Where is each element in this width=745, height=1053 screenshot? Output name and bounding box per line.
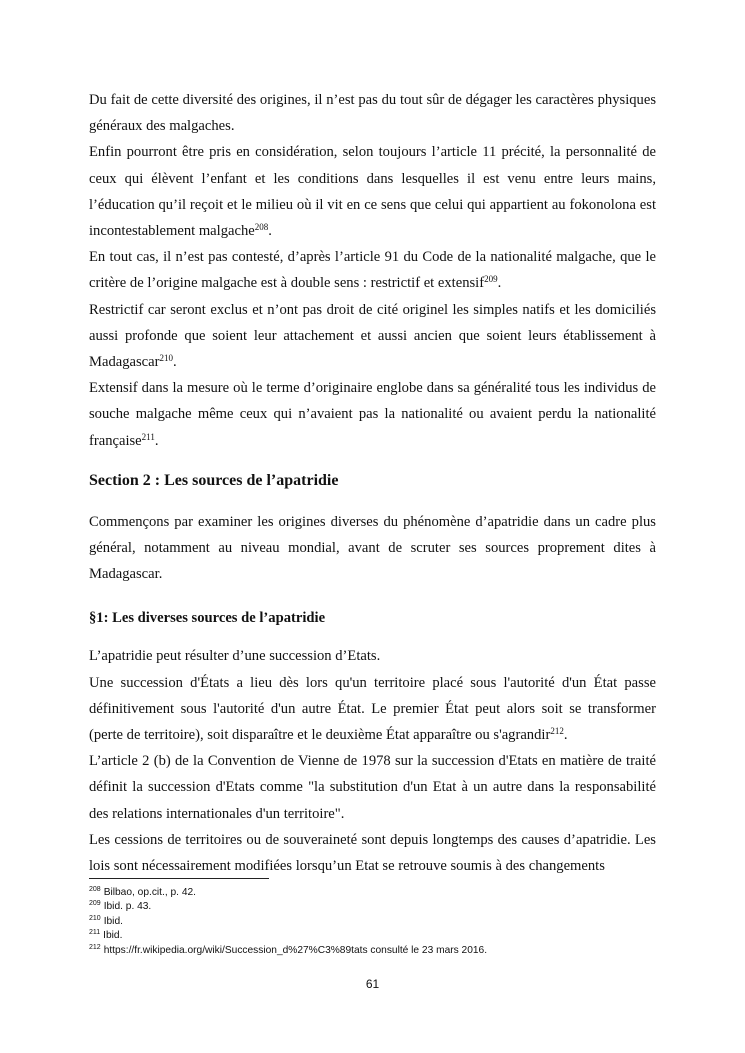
footnote-item [89,900,659,914]
footnote-item [89,886,659,900]
paragraph-cessions: Les cessions de territoires ou de souveraineté sont depuis longtemps des causes d’apatridie. Les lois sont nécessairement modifiées lorsqu’un Etat se retrouve soumis à des changements [89,831,656,875]
footnote-number: 212 [89,943,101,951]
paragraph-article-11 [89,139,656,244]
paragraph-tail: . [154,432,159,449]
footnotes [89,886,659,958]
page-number: 61 [365,977,380,991]
footnote-link[interactable]: https://fr.wikipedia.org/wiki/Succession_d%27%C3%89tats consulté le 23 mars 2016. [103,944,488,956]
paragraph-text: Restrictif car seront exclus et n’ont pas droit de cité originel les simples natifs et les domiciliés aussi profonde que soient leur attachement et aussi ancien que soient leurs établissement à Madagascar [89,301,656,371]
paragraph-succession-definition [89,670,656,749]
footnote-number: 208 [89,886,101,893]
footnote-item [89,915,659,929]
footnote-ref[interactable]: 212 [550,726,564,737]
paragraph-tail: . [563,727,568,744]
footnote-text: Ibid. [103,930,123,942]
footnote-text: Ibid. [103,915,123,927]
paragraph-restrictif [89,297,656,376]
paragraph-article-91 [89,244,656,296]
footnote-ref[interactable]: 211 [141,431,155,442]
footnote-ref[interactable]: 209 [484,274,498,285]
footnote-number: 211 [89,929,101,937]
subsection-title: §1: Les diverses sources de l’apatridie [89,610,326,627]
footnote-number: 209 [89,900,101,908]
paragraph-text: Enfin pourront être pris en considération, selon toujours l’article 11 précité, la personnalité de ceux qui élèvent l’enfant et les conditions dans lesquelles il est venu entre leurs mains, l’éducation qu’il reçoit et le milieu où il vit en ce sens que celui qui appartient au fokonolona est incontestablement malgache [89,144,656,240]
paragraph-apatridie-succession: L’apatridie peut résulter d’une succession d’Etats. [89,648,381,665]
paragraph-tail: . [268,223,272,240]
footnote-ref[interactable]: 208 [254,222,269,233]
paragraph-tail: . [173,354,177,371]
paragraph-commencons: Commençons par examiner les origines diverses du phénomène d’apatridie dans un cadre plus général, notamment au niveau mondial, avant de scruter ses sources proprement dites à Madagascar. [89,513,656,583]
section-title: Section 2 : Les sources de l’apatridie [89,471,339,489]
paragraph-convention-vienne: L’article 2 (b) de la Convention de Vienne de 1978 sur la succession d'Etats en matière de traité définit la succession d'Etats comme "la substitution d'un Etat à un autre dans la responsabilité des relations internationales d'un territoire". [89,753,656,822]
page-body [89,87,656,879]
footnote-text: Bilbao, op.cit., p. 42. [103,887,196,898]
paragraph-text: Une succession d'États a lieu dès lors qu'un territoire placé sous l'autorité d'un État passe définitivement sous l'autorité d'un autre État. Le premier État peut alors soit se transformer (perte de territoire), soit disparaître et le deuxième État apparaître ou s'agrandir [89,674,656,744]
footnote-text: Ibid. p. 43. [103,901,152,913]
paragraph-extensif [89,375,656,454]
paragraph-diversite: Du fait de cette diversité des origines, il n’est pas du tout sûr de dégager les caractères physiques généraux des malgaches. [89,92,656,135]
paragraph-text: Extensif dans la mesure où le terme d’originaire englobe dans sa généralité tous les individus de souche malgache même ceux qui n’avaient pas la nationalité ou avaient perdu la nationalité française [89,380,656,449]
footnote-separator [89,878,269,879]
paragraph-tail: . [497,275,502,292]
paragraph-text: En tout cas, il n’est pas contesté, d’après l’article 91 du Code de la nationalité malgache, que le critère de l’origine malgache est à double sens : restrictif et extensif [89,249,656,292]
footnote-ref[interactable]: 210 [159,353,173,364]
footnote-item [89,944,659,958]
footnote-item [89,929,659,943]
footnote-number: 210 [89,914,101,922]
